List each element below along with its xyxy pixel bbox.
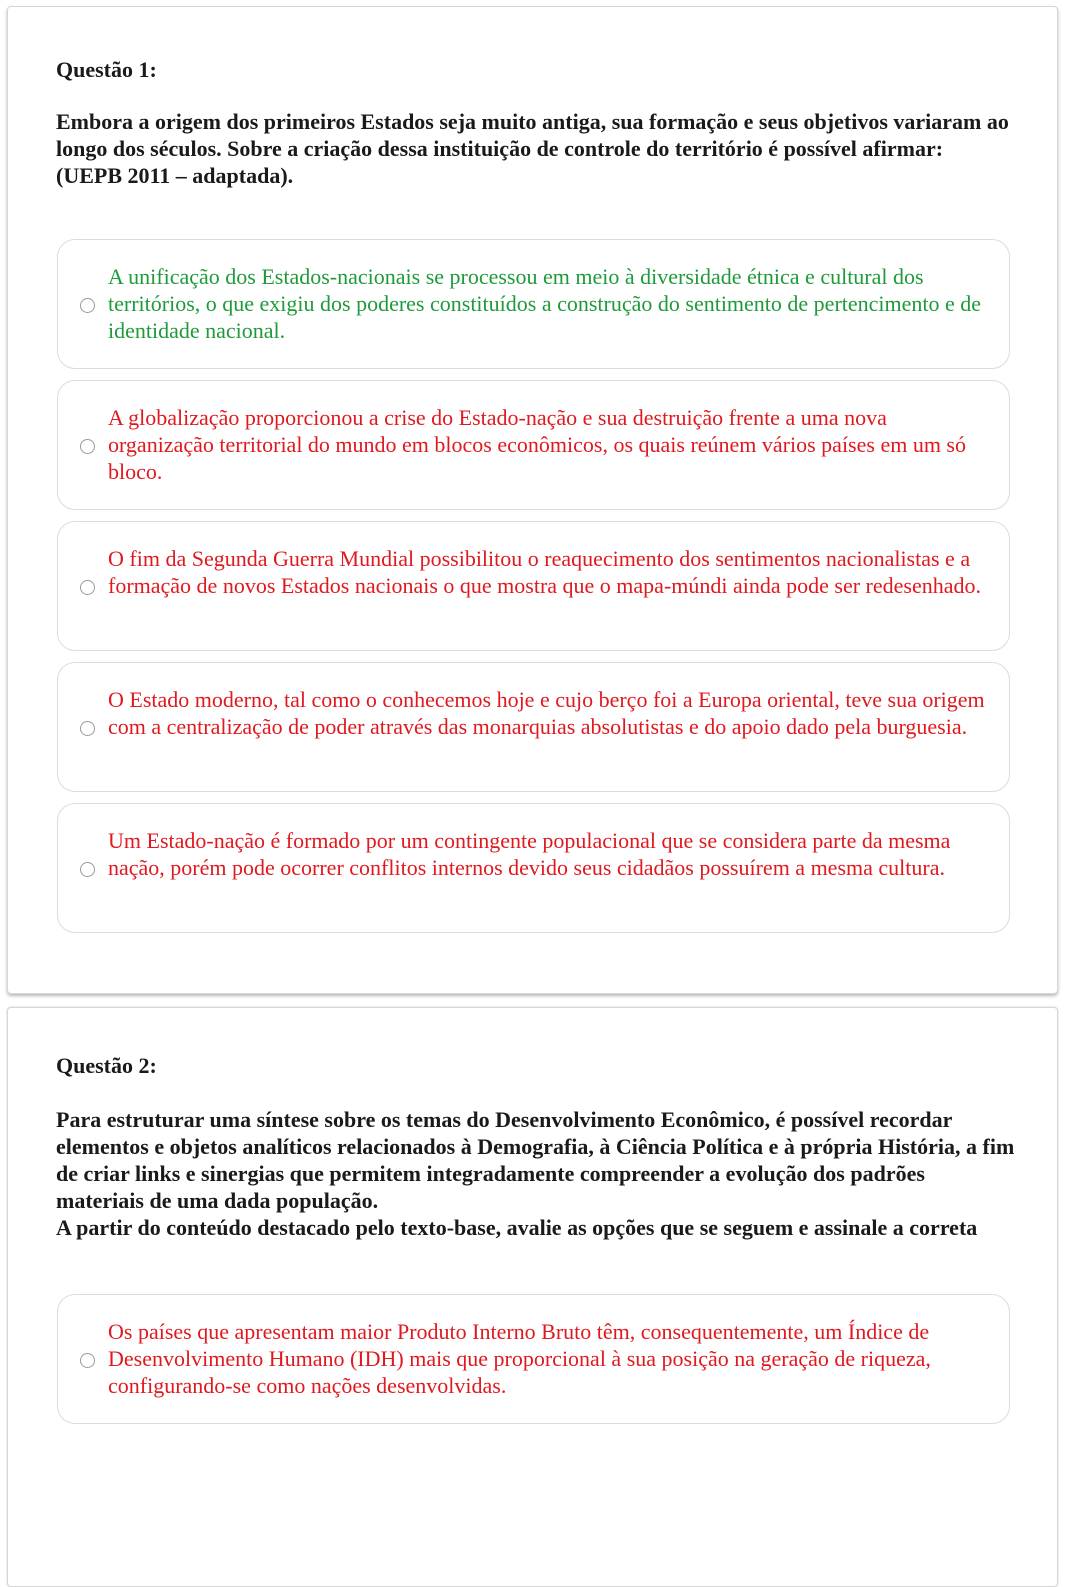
question-2-title: Questão 2: (56, 1053, 157, 1078)
question-1-option-1[interactable] (57, 239, 1010, 369)
question-2-statement (56, 1106, 1016, 1241)
radio-button[interactable] (80, 439, 95, 454)
option-text: A unificação dos Estados-nacionais se processou em meio à diversidade étnica e cultural dos territórios, o que exigiu dos poderes constituídos a construção do sentimento de pertencimento e de identidade nacional. (108, 264, 982, 343)
radio-button[interactable] (80, 1353, 95, 1368)
question-1-title: Questão 1: (56, 57, 157, 82)
question-1-statement (56, 108, 1016, 189)
question-1-statement-text: Embora a origem dos primeiros Estados seja muito antiga, sua formação e seus objetivos variaram ao longo dos séculos. Sobre a criação dessa instituição de controle do território é possível afirmar: (56, 109, 1009, 161)
radio-button[interactable] (80, 298, 95, 313)
question-1-option-5[interactable] (57, 803, 1010, 933)
question-1-card (7, 6, 1058, 994)
question-1-option-4[interactable] (57, 662, 1010, 792)
question-2-statement-text: Para estruturar uma síntese sobre os temas do Desenvolvimento Econômico, é possível recordar elementos e objetos analíticos relacionados à Demografia, à Ciência Política e à própria História, a fim de criar links e sinergias que permitem integradamente compreender a evolução dos padrões materiais de uma dada população. (56, 1107, 1015, 1213)
question-1-option-3[interactable] (57, 521, 1010, 651)
option-text: Um Estado-nação é formado por um contingente populacional que se considera parte da mesma nação, porém pode ocorrer conflitos internos devido seus cidadãos possuírem a mesma cultura. (108, 828, 951, 880)
question-1-option-2[interactable] (57, 380, 1010, 510)
question-1-source: (UEPB 2011 – adaptada). (56, 163, 294, 188)
question-2-option-1[interactable] (57, 1294, 1010, 1424)
option-text: O Estado moderno, tal como o conhecemos hoje e cujo berço foi a Europa oriental, teve sua origem com a centralização de poder através das monarquias absolutistas e do apoio dado pela burguesia. (108, 687, 985, 739)
option-text: Os países que apresentam maior Produto Interno Bruto têm, consequentemente, um Índice de Desenvolvimento Humano (IDH) mais que proporcional à sua posição na geração de riqueza, configurando-se como nações desenvolvidas. (108, 1319, 931, 1398)
radio-button[interactable] (80, 580, 95, 595)
radio-button[interactable] (80, 862, 95, 877)
option-text: O fim da Segunda Guerra Mundial possibilitou o reaquecimento dos sentimentos nacionalistas e a formação de novos Estados nacionais o que mostra que o mapa-múndi ainda pode ser redesenhado. (108, 546, 982, 598)
question-2-card (7, 1007, 1058, 1587)
radio-button[interactable] (80, 721, 95, 736)
option-text: A globalização proporcionou a crise do Estado-nação e sua destruição frente a uma nova organização territorial do mundo em blocos econômicos, os quais reúnem vários países em um só bloco. (108, 405, 966, 484)
question-2-instruction: A partir do conteúdo destacado pelo texto-base, avalie as opções que se seguem e assinale a correta (56, 1215, 978, 1240)
